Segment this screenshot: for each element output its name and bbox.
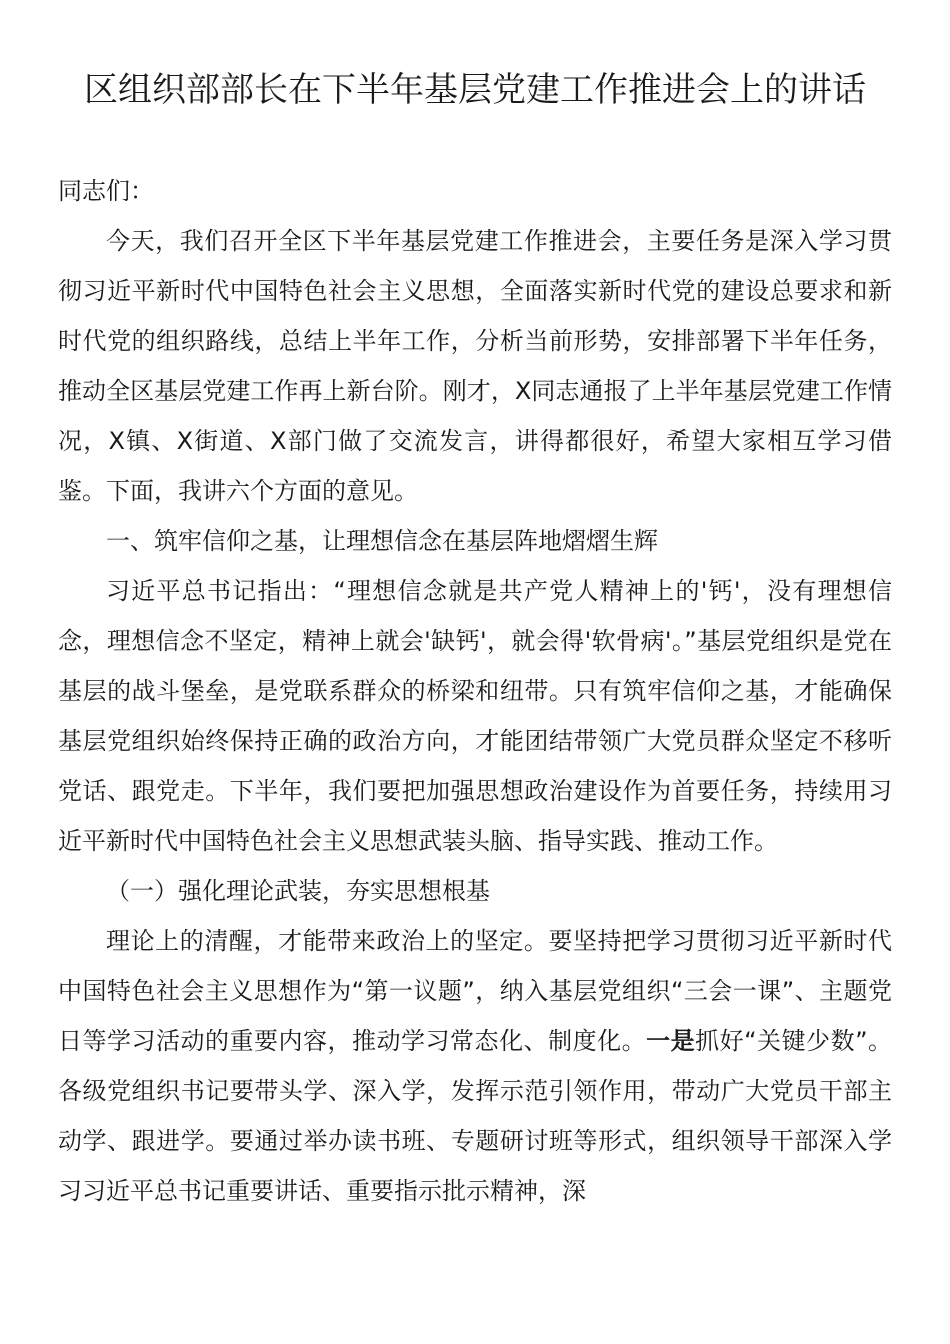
document-title: 区组织部部长在下半年基层党建工作推进会上的讲话 bbox=[84, 70, 866, 110]
document-body bbox=[58, 166, 892, 1216]
intro-paragraph: 今天，我们召开全区下半年基层党建工作推进会，主要任务是深入学习贯彻习近平新时代中国特色社会主义思想，全面落实新时代党的建设总要求和新时代党的组织路线，总结上半年工作，分析当前形势，安排部署下半年任务，推动全区基层党建工作再上新台阶。刚才，X同志通报了上半年基层党建工作情况，X镇、X街道、X部门做了交流发言，讲得都很好，希望大家相互学习借鉴。下面，我讲六个方面的意见。 bbox=[58, 227, 892, 505]
subsection-paragraph-1-part-a: 理论上的清醒，才能带来政治上的坚定。要坚持把学习贯彻习近平新时代中国特色社会主义思想作为“第一议题”，纳入基层党组织“三会一课”、主题党日等学习活动的重要内容，推动学习常态化、制度化。 bbox=[58, 927, 892, 1055]
section-paragraph-1: 习近平总书记指出：“理想信念就是共产党人精神上的'钙'，没有理想信念，理想信念不坚定，精神上就会'缺钙'，就会得'软骨病'。”基层党组织是党在基层的战斗堡垒，是党联系群众的桥梁和纽带。只有筑牢信仰之基，才能确保基层党组织始终保持正确的政治方向，才能团结带领广大党员群众坚定不移听党话、跟党走。下半年，我们要把加强思想政治建设作为首要任务，持续用习近平新时代中国特色社会主义思想武装头脑、指导实践、推动工作。 bbox=[58, 577, 892, 855]
bold-emphasis: 一是 bbox=[646, 1027, 696, 1055]
subsection-paragraph-1-part-b: 抓好“关键少数”。各级党组织书记要带头学、深入学，发挥示范引领作用，带动广大党员干部主动学、跟进学。要通过举办读书班、专题研讨班等形式，组织领导干部深入学习习近平总书记重要讲话、重要指示批示精神，深 bbox=[58, 1027, 893, 1205]
section-heading-1: 一、筑牢信仰之基，让理想信念在基层阵地熠熠生辉 bbox=[106, 527, 658, 555]
subsection-heading-1: （一）强化理论武装，夯实思想根基 bbox=[106, 877, 490, 905]
salutation: 同志们： bbox=[58, 177, 154, 205]
subsection-paragraph-1 bbox=[58, 916, 892, 1216]
